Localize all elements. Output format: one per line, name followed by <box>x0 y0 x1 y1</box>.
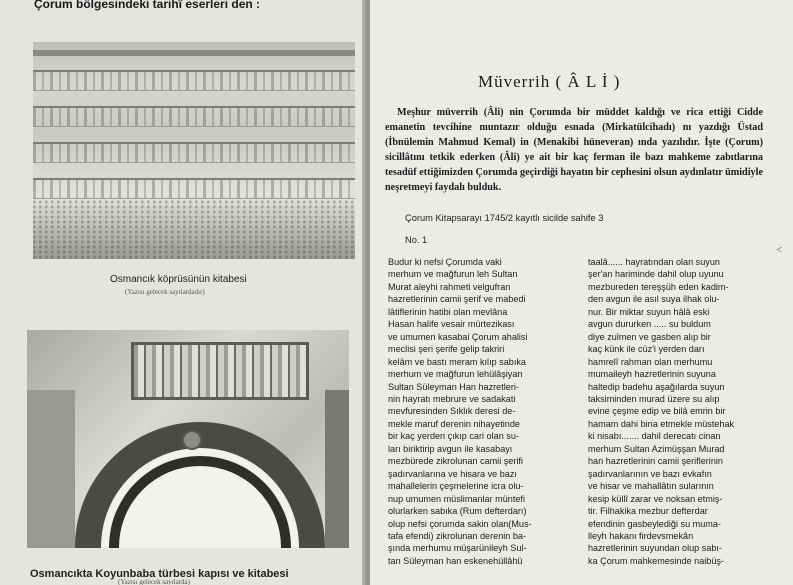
text-line: merhum ve mağfurun leh Sultan <box>388 269 518 280</box>
figure1-caption: Osmancık köprüsünün kitabesi <box>110 274 247 285</box>
text-line: Hasan halife vesair mürtezikası <box>388 319 515 330</box>
figure2-caption: Osmancıkta Koyunbaba türbesi kapısı ve kitabesi <box>30 568 289 580</box>
text-line: mahallelerin çeşmelerine icra olu- <box>388 481 524 492</box>
inscription-band <box>33 178 355 199</box>
text-line: Murat aleyhi rahmeti velgufran <box>388 281 511 292</box>
left-page <box>0 0 368 585</box>
inscription-band <box>33 106 355 127</box>
text-line: ve hisar ve mahallâtın sularının <box>588 481 714 492</box>
rosette-medallion <box>182 430 202 450</box>
text-line: mezbureden tereşşüh eden kadim- <box>588 281 729 292</box>
tomb-gate-photo <box>27 330 349 548</box>
text-line: evine çeşme edip ve bilâ emrin bir <box>588 406 726 417</box>
article-title: Müverrih ( Â L İ ) <box>478 72 621 91</box>
text-line: mekle maruf derenin nihayetinde <box>388 418 520 429</box>
margin-mark: < <box>776 244 783 256</box>
document-number: No. 1 <box>405 235 428 245</box>
moulding <box>33 50 355 56</box>
text-line: lleyh hakanı firdevsmekân <box>588 530 694 541</box>
text-line: avgun dururken ..... su buldum <box>588 319 711 330</box>
door-jamb <box>325 390 349 548</box>
text-line: ları biriktirip avgun ile kasabayı <box>388 443 513 454</box>
text-line: diye zulmen ve gasben alıp bir <box>588 331 711 342</box>
inscription-panel <box>131 342 309 400</box>
source-line: Çorum Kitapsarayı 1745/2 kayıtlı sicilde sahife 3 <box>405 213 604 223</box>
text-line: den avgun ile asıl suya ilhak olu- <box>588 294 720 305</box>
door-jamb <box>27 390 75 548</box>
text-line: merhum ve mağfurun lehülâşiyan <box>388 369 523 380</box>
text-line: olup nefsi çorumda sakin olan(Mus- <box>388 518 532 529</box>
text-line: efendinin gasbeylediği su muma- <box>588 518 721 529</box>
text-line: şadırvanlarının ve bazı evkafın <box>588 468 712 479</box>
inscription-photo <box>33 42 355 259</box>
text-line: hamrelî rahman olan merhumu <box>588 356 713 367</box>
text-line: kaç künk ile cüz'i yerden darı <box>588 344 705 355</box>
text-column-left <box>388 256 532 567</box>
text-column-right <box>588 256 734 567</box>
text-line: Budur ki nefsi Çorumda vaki <box>388 257 502 267</box>
weathering <box>33 199 355 259</box>
text-line: tir. Filhakika mezbur defterdar <box>588 506 708 517</box>
text-line: ki nisabı....... dahil derecatı cinan <box>588 431 721 442</box>
text-line: tafa efendi) zikrolunan derenin ba- <box>388 530 527 541</box>
inscription-band <box>33 142 355 163</box>
running-head: Çorum bölgesindeki tarihî eserleri den : <box>34 0 261 11</box>
text-line: nup umumen müslimanlar müntefi <box>388 493 525 504</box>
text-line: nur. Bir miktar suyun hâlâ eski <box>588 306 710 317</box>
intro-paragraph <box>385 105 763 195</box>
figure2-subcaption: (Yazısı gelecek sayılarda) <box>118 578 190 585</box>
text-line: mezbürede zikrolunan camii şerifi <box>388 456 523 467</box>
text-line: ka Çorum mahkemesinde naibüş- <box>588 555 724 566</box>
text-line: mevfuresinden Sıklık deresi de- <box>388 406 516 417</box>
intro-text: Meşhur müverrih (Âli) nin Çorumda bir müddet kaldığı ve rica ettiği Cidde emanetin tevcihine muntazır olduğu esnada (Mirkatülcihadı) nı yazdığı Üstad (İbnülemin Mahmud Kemal) in (Menakibi hüneveran) ında yazılıdır. İşte (Çorum) sicillâtını tetkik ederken (Âli) ye ait bir kaç ferman ile bazı mahkeme zabıtlarına tesadüf ettiğimizden Çorumda geçirdiği hayatın bir cephesini olsun aydınlatır ümidiyle neşretmeyi faydalı bulduk. <box>385 107 764 193</box>
text-line: bir kaç yerden çıkıp cari olan su- <box>388 431 519 442</box>
text-line: nin hayratı mebrure ve sadakati <box>388 393 516 404</box>
inscription-band <box>33 70 355 91</box>
text-line: olurlarken sabıka (Rum defterdarı) <box>388 506 527 517</box>
text-line: taalâ...... hayratından olan suyun <box>588 257 720 267</box>
text-line: hamam dahi bina etmekle müstehak <box>588 418 735 429</box>
text-line: han hazretlerinin camii şeriflerinin <box>588 456 723 467</box>
text-line: mumaileyh hazretlerinin suyuna <box>588 369 716 380</box>
text-line: şer'an hariminde dahil olup uyunu <box>588 269 724 280</box>
text-line: taksiminden murad üzere su alıp <box>588 393 720 404</box>
text-line: şında merhumu müşarünileyh Sul- <box>388 543 527 554</box>
text-line: kesip küllî zarar ve noksan etmiş- <box>588 493 723 504</box>
text-line: meclisi şeri şerife gelip takriri <box>388 344 505 355</box>
text-line: ve umumen kasabai Çorum ahalisi <box>388 331 528 342</box>
text-line: hazretlerinin suyundan olup sabı- <box>588 543 722 554</box>
text-line: kelâm ve bastı meram kılıp sabıka <box>388 356 526 367</box>
text-line: şadırvanlarına ve hisara ve bazı <box>388 468 517 479</box>
text-line: haltedip badehu aşağılarda suyun <box>588 381 725 392</box>
text-line: Sultan Süleyman Han hazretleri- <box>388 381 519 392</box>
text-line: tan Süleyman han eskenehüllâhü <box>388 555 523 566</box>
text-line: hazretlerinin camii şerif ve mabedi <box>388 294 526 305</box>
figure1-subcaption: (Yazısı gelecek sayılardadır) <box>125 288 205 296</box>
text-line: lâtiflerinin hatibi olan mevlâna <box>388 306 508 317</box>
text-line: merhum Sultan Azimüşşan Murad <box>588 443 725 454</box>
